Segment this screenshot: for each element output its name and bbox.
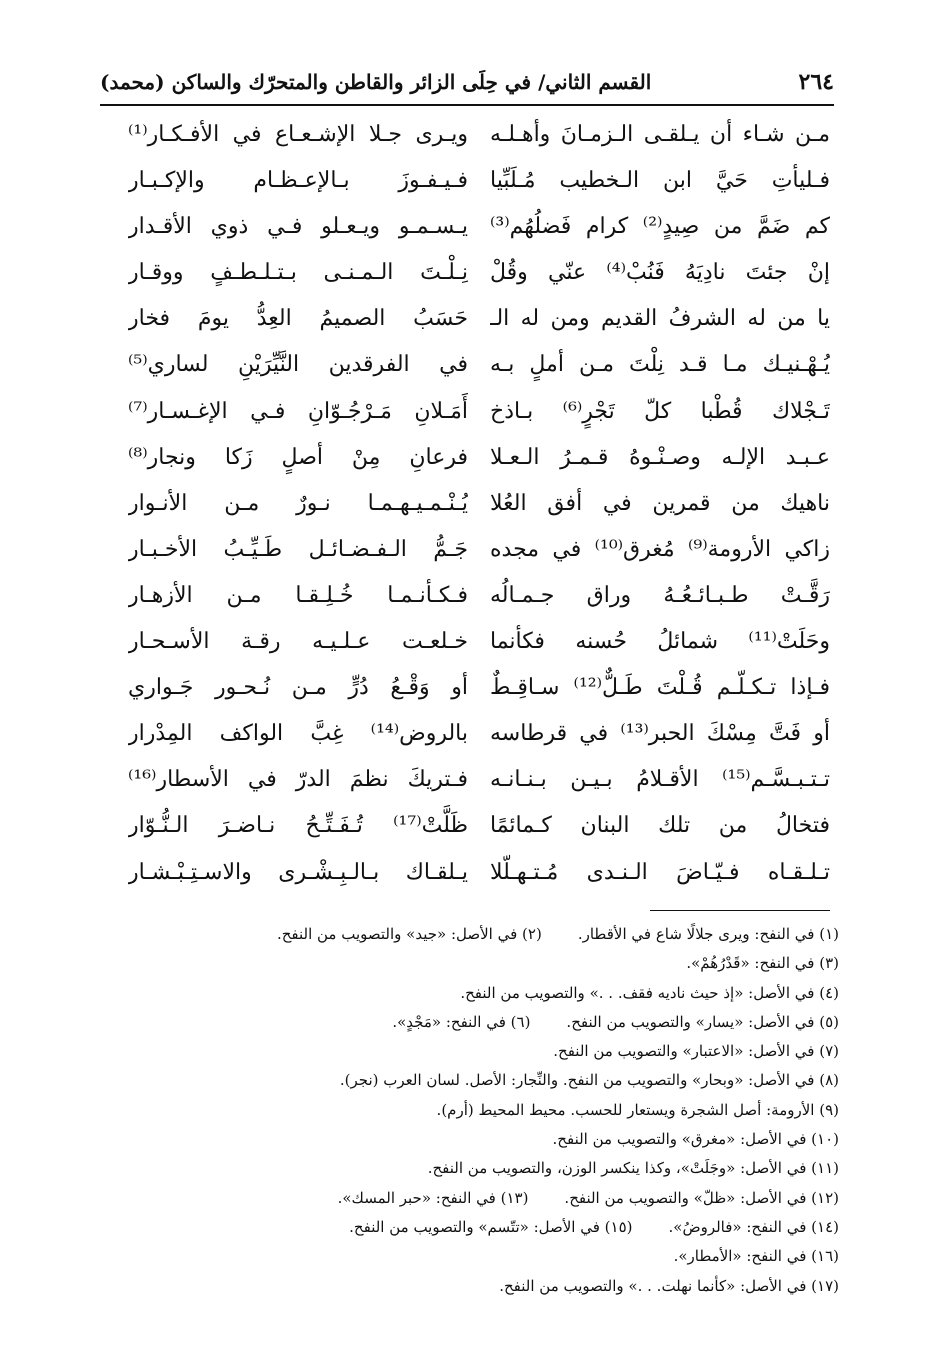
verse-hemistich-left: فـتريكَ نظمَ الدرّ في الأسطار⁽¹⁶⁾ xyxy=(128,767,468,793)
running-title: القسم الثاني/ في حِلَى الزائر والقاطن والمتحرّك والساكن (محمد) xyxy=(100,70,652,94)
footnote-line xyxy=(100,1125,839,1154)
footnote-line xyxy=(100,1242,839,1271)
footnote: (٩) الأرومة: أصل الشجرة ويستعار للحسب. محيط المحيط (أرم). xyxy=(436,1100,839,1119)
verse-hemistich-left: يـسـمـو ويـعـلو فـي ذوي الأقـدار xyxy=(128,214,468,240)
verse-hemistich-left: خـلعـت عـلـيـه رقـة الأسـحـار xyxy=(128,629,468,655)
footnote: (٨) في الأصل: «وبحار» والتصويب من النفح. والنِّجار: الأصل. لسان العرب (نجر). xyxy=(339,1071,839,1090)
verse-hemistich-right: زاكي الأرومة⁽⁹⁾ مُغرق⁽¹⁰⁾ في مجده xyxy=(490,536,830,562)
footnote: (١٦) في النفح: «الأمطار». xyxy=(673,1247,839,1266)
footnote: (١٧) في الأصل: «كأنما نهلت. . .» والتصويب من النفح. xyxy=(499,1276,839,1295)
poem-left-column xyxy=(128,112,468,896)
footnote: (١٢) في الأصل: «ظلّ» والتصويب من النفح. xyxy=(564,1188,839,1207)
verse-hemistich-right: فـليأتِ حَيَّ ابن الـخطيب مُـلَبِّيا xyxy=(490,168,830,194)
verse-hemistich-right: يا من له الشرفُ القديم ومن له الـ xyxy=(490,306,830,332)
verse-hemistich-left: أو وَقْـعُ دُرٍّ مـن نُـحـور جَـواري xyxy=(128,675,468,701)
header-rule xyxy=(100,104,834,106)
verse-hemistich-right: تـلـقـاه فـيّـاضَ الـنـدى مُـتـهـلّلا xyxy=(490,859,830,885)
footnote-line xyxy=(100,949,839,978)
footnote: (١٣) في النفح: «حبر المسك». xyxy=(337,1188,529,1207)
verse-hemistich-right: يُـهْـنيـك مـا قـد نِلْتَ مـن أملٍ بـه xyxy=(490,352,830,378)
footnote: (٧) في الأصل: «الاعتبار» والتصويب من النفح. xyxy=(553,1042,839,1061)
footnote: (٦) في النفح: «مَجْدٍ». xyxy=(392,1012,531,1031)
verse-hemistich-right: تَـجْلاك قُطْبا كلّ تَجْرٍ⁽⁶⁾ بـاذخ xyxy=(490,398,830,424)
verse-hemistich-left: ويـرى جـلا الإشـعـاع في الأفـكـار⁽¹⁾ xyxy=(128,122,468,147)
footnote-line xyxy=(100,1184,839,1213)
verse-hemistich-left: في الفرقدين النَّيِّرَيْنِ لساري⁽⁵⁾ xyxy=(128,352,468,378)
footnote: (٢) في الأصل: «جيد» والتصويب من النفح. xyxy=(276,925,542,943)
verse-hemistich-left: يـلقـاك بـالـبِـشْـرى والاسـتِـبْـشـار xyxy=(128,859,468,885)
footnote-line xyxy=(100,1096,839,1125)
verse-hemistich-left: بالروض⁽¹⁴⁾ غِبَّ الواكف المِدْرار xyxy=(128,721,468,747)
running-header xyxy=(100,62,834,102)
footnote-rule xyxy=(650,910,830,911)
footnote-line xyxy=(100,1066,839,1095)
verse-hemistich-left: يُـنْـمـيـهـمـا نـورٌ مـن الأنـوار xyxy=(128,490,468,516)
footnote: (١) في النفح: ويرى جلالًا شاع في الأقطار. xyxy=(577,925,839,943)
verse-hemistich-right: أو فَتَّ مِسْكَ الحبر⁽¹³⁾ في قرطاسه xyxy=(490,721,830,747)
verse-hemistich-right: وحَلَتْ⁽¹¹⁾ شمائلُ حُسنه فكأنما xyxy=(490,629,830,655)
footnote: (١٥) في الأصل: «تتّسم» والتصويب من النفح. xyxy=(349,1217,633,1236)
footnote-line xyxy=(100,1213,839,1242)
verse-hemistich-left: حَسَبُ الصميمُ العِدُّ يومَ فخار xyxy=(128,306,468,332)
page-number: ٢٦٤ xyxy=(798,69,834,95)
footnote: (٣) في النفح: «قَدْرُهُمْ». xyxy=(686,954,839,973)
footnote-line xyxy=(100,1272,839,1301)
footnote-line xyxy=(100,1154,839,1183)
footnote-line xyxy=(100,979,839,1008)
verse-hemistich-right: مـن شـاء أن يـلقـى الـزمـانَ وأهـلـه xyxy=(490,122,830,147)
verse-hemistich-right: عـبـد الإلـه وصـنْـوهُ قـمـرُ الـعـلا xyxy=(490,444,830,470)
footnote: (٥) في الأصل: «يسار» والتصويب من النفح. xyxy=(566,1012,839,1031)
verse-hemistich-right: كم ضَمَّ من صِيدٍ⁽²⁾ كرام فَضلُهُم⁽³⁾ xyxy=(490,214,830,240)
verse-hemistich-left: جَـمُّ الـفـضـائـل طَـيِّـبُ الأخـبـار xyxy=(128,536,468,562)
verse-hemistich-right: رَقَّـتْ طـبـائـعُـهُ وراق جـمـالُه xyxy=(490,582,830,608)
footnote-line xyxy=(100,920,839,949)
footnote: (٤) في الأصل: «إذ حيث ناديه فقف. . .» والتصويب من النفح. xyxy=(460,983,839,1002)
verse-hemistich-right: ناهيك من قمرين في أفق العُلا xyxy=(490,490,830,516)
verse-hemistich-left: فرعانِ مِنْ أصلٍ زَكا ونجار⁽⁸⁾ xyxy=(128,444,468,470)
verse-hemistich-left: فـكـأنـمـا خُـلِـقـا مـن الأزهـار xyxy=(128,582,468,608)
verse-hemistich-right: تـتـبـسَّـم⁽¹⁵⁾ الأقـلامُ بـيـن بـنـانـه xyxy=(490,767,830,793)
verse-hemistich-left: فـيـفـوزَ بـالإعـظـام والإكـبـار xyxy=(128,168,468,194)
verse-hemistich-right: فـإذا تـكـلّـم قُـلْتَ طَـلٌّ⁽¹²⁾ سـاقِـطٌ xyxy=(490,675,830,701)
verse-hemistich-left: نِـلْـتَ الـمـنـى بـتـلـطـفٍ ووقـار xyxy=(128,260,468,286)
footnote: (١٤) في النفح: «فالروضُ». xyxy=(668,1217,839,1236)
footnote-line xyxy=(100,1008,839,1037)
verse-hemistich-right: إنْ جئتَ نادِيَهُ فَنُبْ⁽⁴⁾ عنّي وقُلْ xyxy=(490,260,830,286)
verse-hemistich-right: فتخالُ من تلك البنان كـمائمًا xyxy=(490,813,830,839)
verse-hemistich-left: أَمَـلانِ مَـرْجُـوّانِ فـي الإغـسـار⁽⁷⁾ xyxy=(128,398,468,424)
verse-hemistich-left: ظَلَّتْ⁽¹⁷⁾ تُـفَـتِّـحُ نـاضـرَ الـنُّـوّار xyxy=(128,813,468,839)
poem-right-column xyxy=(490,112,830,896)
footnotes xyxy=(100,920,839,1301)
footnote: (١٠) في الأصل: «مغرق» والتصويب من النفح. xyxy=(552,1130,839,1149)
footnote-line xyxy=(100,1037,839,1066)
footnote: (١١) في الأصل: «وجَلَتْ»، وكذا ينكسر الوزن، والتصويب من النفح. xyxy=(427,1159,839,1178)
